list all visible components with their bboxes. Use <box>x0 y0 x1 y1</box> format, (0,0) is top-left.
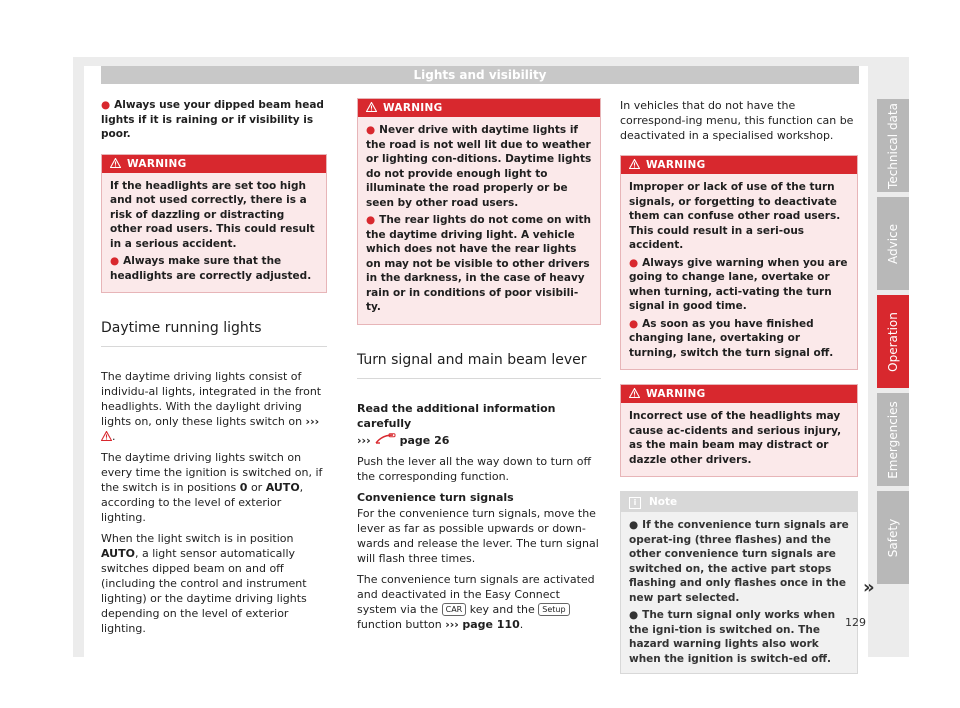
tab-safety[interactable] <box>877 491 909 584</box>
bullet-icon: ● <box>101 99 111 111</box>
switch-position-auto: AUTO <box>101 547 135 560</box>
tab-label: Technical data <box>886 102 900 189</box>
switch-position-0: 0 <box>239 481 248 494</box>
paragraph-turn-1: Push the lever all the way down to turn off the corresponding function. <box>357 454 592 483</box>
reference-arrows[interactable]: ››› <box>357 433 371 447</box>
warning-text: If the headlights are set too high and not used correctly, there is a risk of dazzling or distracting other road users. This could result in a serious accident. <box>110 179 315 250</box>
column-3 <box>620 98 858 674</box>
paragraph-text: The convenience turn signals are activated and deactivated in the Easy Connect system via the <box>357 572 595 616</box>
paragraph-text: . <box>519 617 524 631</box>
section-title-turn-signal: Turn signal and main beam lever <box>357 353 601 379</box>
warning-body <box>358 117 600 324</box>
warning-triangle-icon <box>629 159 640 169</box>
bullet-icon: ● <box>629 519 639 531</box>
page-reference[interactable]: page 26 <box>399 433 450 447</box>
continue-arrow-icon: » <box>863 577 875 598</box>
paragraph-daytime-3 <box>101 531 327 636</box>
warning-text: Incorrect use of the headlights may cause ac-cidents and serious injury, as the main beam may distract or dazzle other drivers. <box>629 410 842 466</box>
note-bullet: If the convenience turn signals are operat-ing (three flashes) and the other convenience turn signals are switched on, the active part stops flashing and only flashes once in the new part selected. <box>629 519 849 604</box>
bullet-icon: ● <box>366 124 376 136</box>
warning-box-daytime <box>357 98 601 325</box>
paragraph-text: When the light switch is in position <box>101 532 294 545</box>
warning-header <box>102 155 326 173</box>
warning-triangle-icon <box>110 158 121 168</box>
bullet-icon: ● <box>110 255 120 267</box>
warning-label: WARNING <box>127 157 187 170</box>
paragraph-text: function button <box>357 617 442 631</box>
warning-header <box>621 385 857 403</box>
bullet-icon: ● <box>629 317 639 330</box>
warning-label: WARNING <box>646 159 706 171</box>
warning-triangle-icon <box>366 102 377 112</box>
tab-advice[interactable] <box>877 197 909 290</box>
paragraph-text: or <box>250 481 263 494</box>
bullet-icon: ● <box>629 256 639 269</box>
switch-position-auto: AUTO <box>265 481 300 494</box>
note-bullet: The turn signal only works when the igni-tion is switched on. The hazard warning lights also work when the ignition is switch-ed off. <box>629 609 836 665</box>
page-number: 129 <box>845 616 866 629</box>
column-2 <box>357 98 601 638</box>
section-title-daytime: Daytime running lights <box>101 321 327 347</box>
warning-body <box>621 403 857 476</box>
intro-bullet-text: Always use your dipped beam head lights if it is raining or if visibility is poor. <box>101 99 324 140</box>
tab-operation[interactable] <box>877 295 909 388</box>
note-box <box>620 491 858 674</box>
setup-key-button: Setup <box>538 603 569 616</box>
read-more-reference[interactable] <box>357 433 601 448</box>
column-1 <box>101 98 327 642</box>
page-header: Lights and visibility <box>101 66 859 84</box>
warning-label: WARNING <box>383 102 443 114</box>
warning-body <box>102 173 326 293</box>
warning-box-headlights <box>101 154 327 294</box>
warning-bullet: Always give warning when you are going to change lane, overtake or when turning, acti-vating the turn signal in good time. <box>629 256 848 312</box>
note-header <box>621 492 857 512</box>
read-more-note: Read the additional information carefully <box>357 401 556 430</box>
paragraph-text: key and the <box>469 602 535 616</box>
reference-arrows[interactable]: ››› <box>305 415 320 428</box>
tab-technical-data[interactable] <box>877 99 909 192</box>
warning-body <box>621 174 857 369</box>
car-key-button: CAR <box>442 603 467 616</box>
warning-box-headlight-misuse <box>620 384 858 477</box>
tab-label: Advice <box>886 223 900 264</box>
note-label: Note <box>649 496 678 508</box>
paragraph-text: The daytime driving lights consist of individu-al lights, integrated in the front headlights. With the daylight driving lights on, only these lights switch on <box>101 370 322 428</box>
paragraph-daytime-1: The daytime driving lights consist of individu-al lights, integrated in the front headlights. With the daylight driving lights on, only these lights switch on ››› . <box>101 370 322 443</box>
paragraph-workshop: In vehicles that do not have the correspond-ing menu, this function can be deactivated in a specialised workshop. <box>620 99 854 142</box>
warning-header <box>358 99 600 117</box>
paragraph-turn-3 <box>357 572 601 632</box>
warning-header <box>621 156 857 174</box>
warning-text: Improper or lack of use of the turn signals, or forgetting to deactivate them can confuse other road users. This could result in a seri-ous accident. <box>629 181 841 251</box>
paragraph-text: , a light sensor automatically switches dipped beam on and off (including the control and instrument lighting) or the daytime driving lights depending on the level of exterior lighting. <box>101 547 307 635</box>
paragraph-text: The daytime driving lights switch on every time the ignition is switched on, if the switch is in positions <box>101 451 323 494</box>
bullet-icon: ● <box>629 609 639 621</box>
note-body <box>621 512 857 673</box>
warning-bullet: As soon as you have finished changing lane, overtaking or turning, switch the turn signal off. <box>629 317 834 359</box>
turn-signal-lever-icon <box>374 433 396 445</box>
page-reference[interactable]: page 110 <box>462 617 520 631</box>
info-icon: i <box>629 497 641 509</box>
tab-label: Emergencies <box>886 400 900 479</box>
tab-label: Safety <box>886 518 900 557</box>
bullet-icon: ● <box>366 214 376 226</box>
warning-label: WARNING <box>646 388 706 400</box>
warning-triangle-icon[interactable] <box>101 431 112 441</box>
warning-bullet: Always make sure that the headlights are correctly adjusted. <box>110 255 312 282</box>
paragraph-daytime-2 <box>101 450 327 525</box>
tab-emergencies[interactable] <box>877 393 909 486</box>
paragraph-text: , according to the level of exterior lighting. <box>101 481 304 524</box>
warning-bullet: Never drive with daytime lights if the road is not well lit due to weather or lighting con-ditions. Daytime lights do not provide enough light to illuminate the road properly or be seen by other road users. <box>366 124 592 209</box>
paragraph-turn-2: For the convenience turn signals, move the lever as far as possible upwards or down-wards and release the lever. The turn signal will flash three times. <box>357 506 599 565</box>
tab-label: Operation <box>886 311 900 372</box>
warning-bullet: The rear lights do not come on with the daytime driving light. A vehicle which does not have the rear lights on may not be visible to other drivers in the darkness, in the case of heavy rain or in conditions of poor visibili-ty. <box>366 214 591 313</box>
warning-box-turn-signals <box>620 155 858 370</box>
reference-arrows[interactable]: ››› <box>445 617 459 631</box>
warning-triangle-icon <box>629 388 640 398</box>
sub-heading-convenience: Convenience turn signals <box>357 490 514 504</box>
